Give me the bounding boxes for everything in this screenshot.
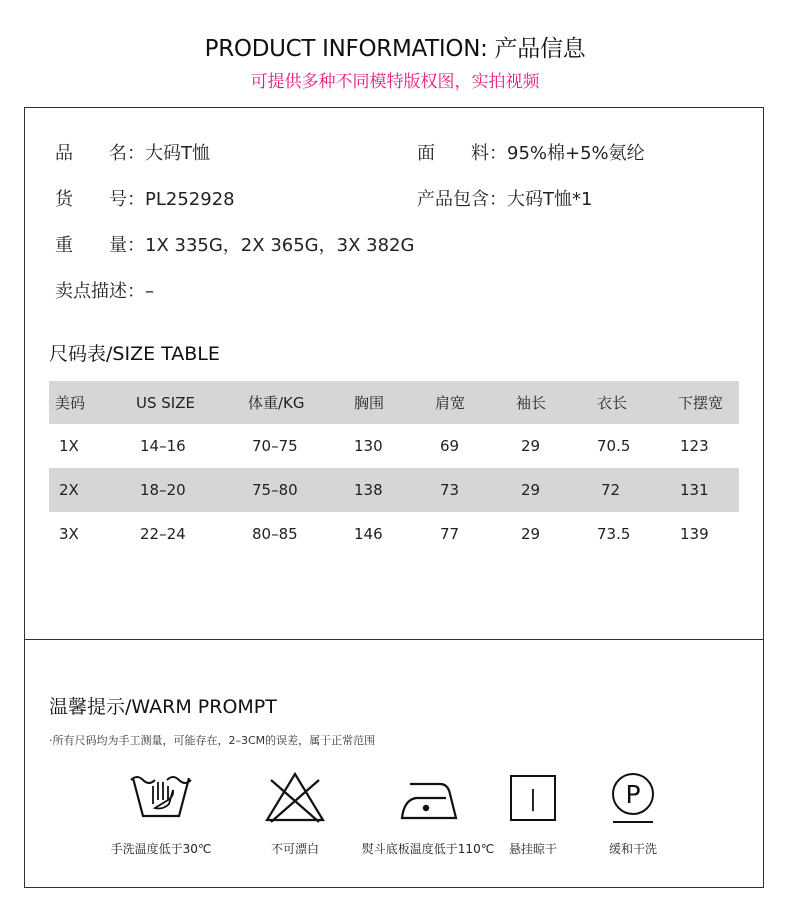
table-cell: 80–85 — [252, 525, 298, 543]
table-cell: 14–16 — [140, 437, 186, 455]
size-table-header: 体重/KG — [248, 394, 305, 412]
table-cell: 18–20 — [140, 481, 186, 499]
info-weight-label: 重 量： — [55, 235, 145, 256]
table-cell: 69 — [440, 437, 460, 455]
dry-clean-icon — [601, 770, 665, 826]
info-name-row — [55, 139, 210, 165]
table-cell: 29 — [521, 437, 541, 455]
care-label: 悬挂晾干 — [508, 842, 557, 856]
table-cell: 139 — [680, 525, 709, 543]
info-name-label: 品 名： — [55, 143, 145, 164]
hand-wash-icon — [129, 770, 193, 826]
table-cell: 73 — [440, 481, 460, 499]
care-label: 不可漂白 — [270, 842, 319, 856]
table-cell: 29 — [521, 525, 541, 543]
table-cell: 75–80 — [252, 481, 298, 499]
info-contents-row — [417, 185, 592, 211]
size-table-header: 袖长 — [516, 394, 547, 412]
info-contents-label: 产品包含： — [417, 189, 507, 210]
info-fabric-value: 95%棉+5%氨纶 — [507, 143, 645, 164]
size-table-title: 尺码表/SIZE TABLE — [49, 343, 220, 365]
info-weight-value: 1X 335G，2X 365G，3X 382G — [145, 235, 415, 256]
size-table-header: 肩宽 — [435, 394, 466, 412]
table-row — [49, 424, 739, 468]
table-cell: 77 — [440, 525, 460, 543]
info-sku-value: PL252928 — [145, 189, 235, 210]
size-table-header: 美码 — [55, 394, 86, 412]
page-subtitle: 可提供多种不同模特版权图，实拍视频 — [250, 72, 540, 92]
care-label: 缓和干洗 — [608, 842, 657, 856]
info-fabric-row — [417, 139, 645, 165]
info-contents-value: 大码T恤*1 — [507, 189, 593, 210]
info-sku-row — [55, 185, 235, 211]
no-bleach-icon — [263, 770, 327, 826]
table-cell: 123 — [680, 437, 709, 455]
size-table — [49, 381, 739, 556]
table-cell: 70–75 — [252, 437, 298, 455]
svg-text:|: | — [529, 787, 537, 812]
warm-prompt-title: 温馨提示/WARM PROMPT — [49, 696, 277, 718]
table-row — [49, 512, 739, 556]
care-label: 手洗温度低于30℃ — [110, 842, 212, 856]
care-label: 熨斗底板温度低于110℃ — [361, 842, 495, 856]
table-cell: 72 — [601, 481, 621, 499]
size-table-header: 衣长 — [597, 394, 628, 412]
iron-icon — [396, 770, 460, 826]
table-row — [49, 468, 739, 512]
table-cell: 29 — [521, 481, 541, 499]
table-cell: 70.5 — [597, 437, 631, 455]
info-selling-label: 卖点描述： — [55, 281, 145, 302]
info-fabric-label: 面 料： — [417, 143, 507, 164]
measurement-note: ·所有尺码均为手工测量，可能存在，2–3CM的误差，属于正常范围 — [49, 734, 376, 747]
product-info-panel — [24, 107, 764, 640]
size-table-header: 下摆宽 — [678, 394, 724, 412]
care-item-dry-clean — [563, 770, 703, 857]
size-table-header: 胸围 — [354, 394, 385, 412]
svg-text:P: P — [625, 780, 641, 809]
size-table-header: US SIZE — [136, 393, 195, 412]
table-cell: 130 — [354, 437, 383, 455]
care-item-no-bleach — [225, 770, 365, 857]
info-weight-row — [55, 231, 414, 257]
table-cell: 138 — [354, 481, 383, 499]
care-item-hand-wash — [91, 770, 231, 857]
info-selling-value: – — [145, 281, 154, 302]
size-table-header-row — [49, 381, 739, 424]
table-cell: 1X — [59, 437, 79, 455]
table-cell: 73.5 — [597, 525, 631, 543]
info-name-value: 大码T恤 — [145, 143, 210, 164]
warm-prompt-panel — [24, 639, 764, 888]
table-cell: 3X — [59, 525, 79, 543]
hang-dry-icon — [501, 770, 565, 826]
table-cell: 131 — [680, 481, 709, 499]
table-cell: 2X — [59, 481, 79, 499]
table-cell: 22–24 — [140, 525, 186, 543]
info-selling-row — [55, 277, 154, 303]
page-title: PRODUCT INFORMATION: 产品信息 — [204, 36, 586, 62]
table-cell: 146 — [354, 525, 383, 543]
info-sku-label: 货 号： — [55, 189, 145, 210]
